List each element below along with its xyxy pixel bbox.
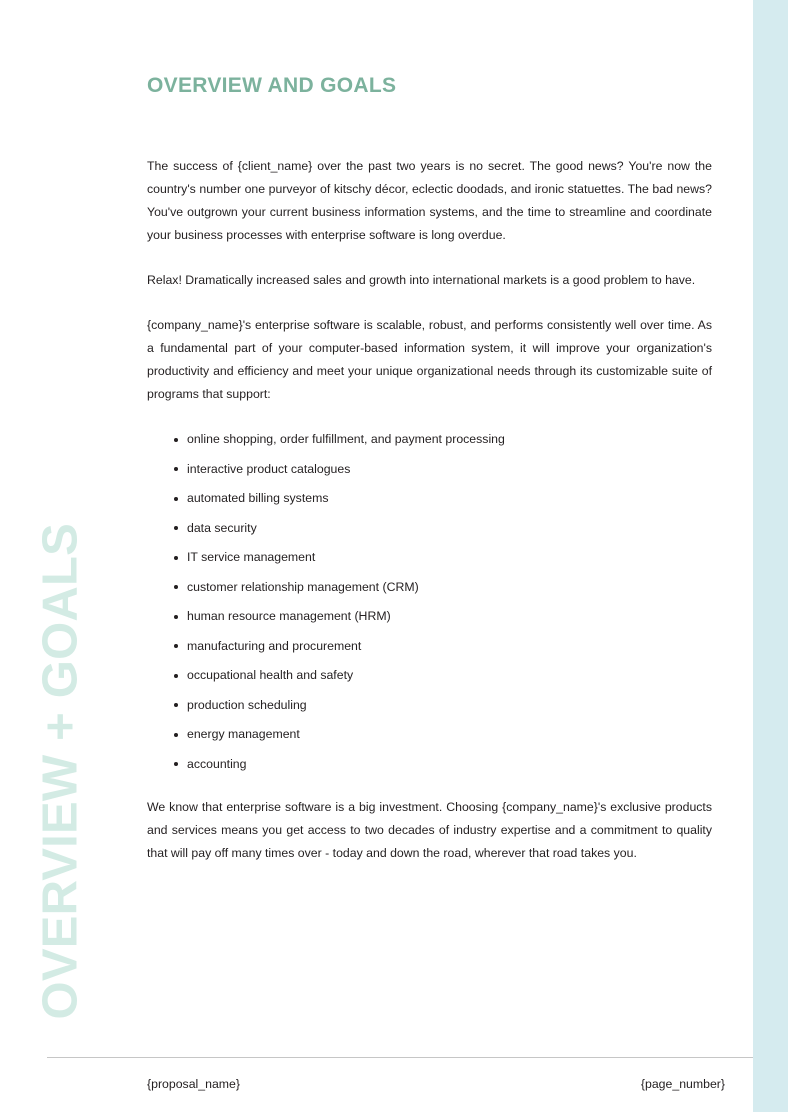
bullet-icon <box>174 497 178 501</box>
feature-list-item <box>147 428 712 451</box>
feature-list-wrapper <box>147 428 712 776</box>
bullet-icon <box>174 467 178 471</box>
feature-list-item-label: manufacturing and procurement <box>187 638 362 653</box>
footer-page-number: {page_number} <box>640 1077 725 1091</box>
feature-list-item-label: automated billing systems <box>187 491 329 506</box>
feature-list-item-label: online shopping, order fulfillment, and payment processing <box>187 432 505 447</box>
bullet-icon <box>174 438 178 442</box>
feature-list-item-label: accounting <box>187 756 247 771</box>
feature-list-item-label: occupational health and safety <box>187 668 354 683</box>
feature-list-item <box>147 517 712 540</box>
footer-divider <box>47 1057 753 1058</box>
feature-list-item-label: human resource management (HRM) <box>187 609 391 624</box>
bullet-icon <box>174 585 178 589</box>
feature-list-item <box>147 694 712 717</box>
bullet-icon <box>174 526 178 530</box>
feature-list-item-label: IT service management <box>187 550 316 565</box>
feature-list-item <box>147 487 712 510</box>
paragraph-2: Relax! Dramatically increased sales and growth into international markets is a good problem to have. <box>147 273 696 288</box>
feature-list-item-label: customer relationship management (CRM) <box>187 579 419 594</box>
feature-list-item <box>147 635 712 658</box>
page-content-column <box>147 0 712 887</box>
side-tab-label-text: OVERVIEW + GOALS <box>33 523 87 1020</box>
paragraph-4: We know that enterprise software is a big investment. Choosing {company_name}'s exclusive products and services means you get access to two decades of industry expertise and a commitment to quality that will pay off many times over - today and down the road, wherever that road takes you. <box>147 799 712 860</box>
footer-proposal-name: {proposal_name} <box>147 1077 240 1091</box>
feature-list <box>147 428 712 776</box>
bullet-icon <box>174 674 178 678</box>
intro-paragraph-group <box>147 98 712 406</box>
feature-list-item <box>147 664 712 687</box>
feature-list-item-label: energy management <box>187 727 300 742</box>
paragraph-3: {company_name}'s enterprise software is scalable, robust, and performs consistently well over time. As a fundamental part of your computer-based information system, it will improve your organization's productivity and efficiency and meet your unique organizational needs through its customizable suite of programs that support: <box>147 318 712 402</box>
bullet-icon <box>174 644 178 648</box>
page-title: OVERVIEW AND GOALS <box>147 74 397 97</box>
feature-list-item-label: production scheduling <box>187 697 307 712</box>
feature-list-item <box>147 576 712 599</box>
feature-list-item <box>147 753 712 776</box>
paragraph-1: The success of {client_name} over the past two years is no secret. The good news? You're now the country's number one purveyor of kitschy décor, eclectic doodads, and ironic statuettes. The bad news? You've outgrown your current business information systems, and the time to streamline and coordinate your business processes with enterprise software is long overdue. <box>147 159 712 243</box>
page-footer <box>0 1057 788 1112</box>
bullet-icon <box>174 762 178 766</box>
feature-list-item <box>147 458 712 481</box>
feature-list-item <box>147 723 712 746</box>
bullet-icon <box>174 615 178 619</box>
bullet-icon <box>174 703 178 707</box>
bullet-icon <box>174 556 178 560</box>
right-edge-accent-strip <box>753 0 788 1112</box>
feature-list-item <box>147 605 712 628</box>
feature-list-item-label: interactive product catalogues <box>187 461 351 476</box>
side-tab-section-label <box>30 475 92 1020</box>
feature-list-item-label: data security <box>187 520 257 535</box>
feature-list-item <box>147 546 712 569</box>
bullet-icon <box>174 733 178 737</box>
